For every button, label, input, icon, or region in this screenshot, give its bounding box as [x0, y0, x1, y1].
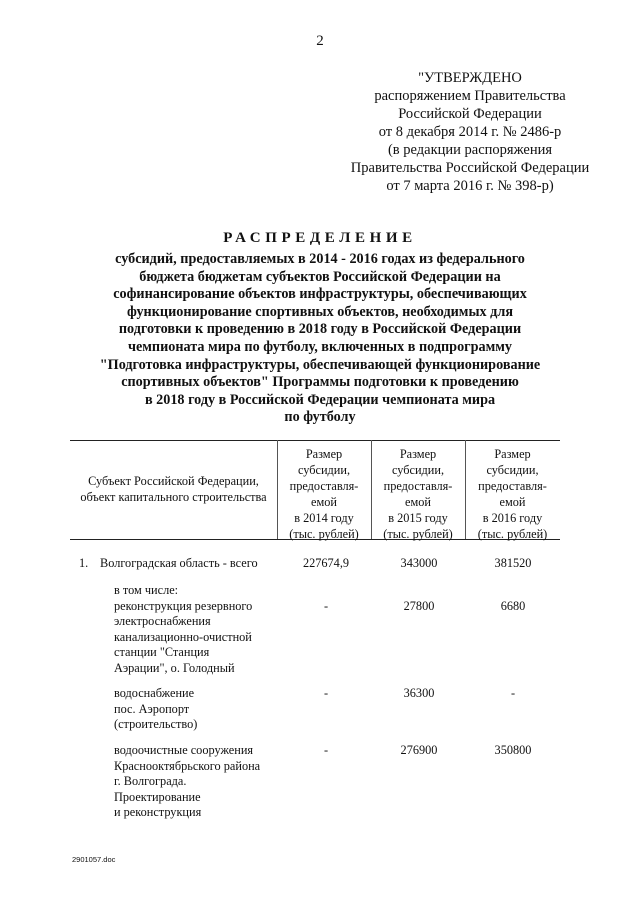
row-subject: в том числе: реконструкция резервного электроснабжения канализационно-очистной станции "Станция Аэрации", о. Голодный	[114, 583, 253, 675]
header-2016: Размер субсидии, предоставля- емой в 2016 году (тыс. рублей)	[477, 447, 548, 541]
approval-line: (в редакции распоряжения	[387, 142, 553, 158]
cell-2014: -	[323, 743, 329, 757]
header-subject: Субъект Российской Федерации, объект капитального строительства	[80, 474, 267, 504]
table-top-rule	[70, 440, 560, 441]
approval-block	[320, 69, 620, 195]
row-subject: Волгоградская область - всего	[100, 556, 258, 570]
approval-line: Российской Федерации	[398, 106, 542, 122]
approval-line: от 7 марта 2016 г. № 398-р)	[386, 178, 554, 194]
subtitle-line: "Подготовка инфраструктуры, обеспечивающей функционирование	[99, 356, 541, 373]
subtitle-line: спортивных объектов" Программы подготовки к проведению	[121, 374, 519, 391]
page-number: 2	[316, 33, 324, 49]
cell-2016: 381520	[494, 556, 532, 570]
subtitle-line: субсидий, предоставляемых в 2014 - 2016 годах из федерального	[115, 251, 525, 267]
row-subject: водоочистные сооружения Краснооктябрьского района г. Волгограда. Проектирование и реконструкция	[114, 743, 261, 819]
cell-2015: 343000	[400, 556, 438, 570]
document-title: РАСПРЕДЕЛЕНИЕ	[223, 230, 417, 246]
cell-2015: 36300	[403, 686, 435, 700]
subtitle-line: функционирование спортивных объектов, необходимых для	[127, 303, 513, 320]
approval-line: "УТВЕРЖДЕНО	[418, 70, 522, 86]
cell-2015: 276900	[400, 743, 438, 757]
cell-2014: -	[323, 599, 329, 613]
header-2014: Размер субсидии, предоставля- емой в 2014 году (тыс. рублей)	[289, 447, 359, 541]
approval-line: распоряжением Правительства	[374, 88, 566, 104]
subtitle-line: бюджета бюджетам субъектов Российской Федерации на	[139, 268, 501, 285]
cell-2015: 27800	[403, 599, 435, 613]
subtitle-line: подготовки к проведению в 2018 году в Российской Федерации	[118, 321, 522, 338]
row-subject: водоснабжение пос. Аэропорт (строительство)	[114, 686, 198, 731]
cell-2016: -	[510, 686, 516, 700]
document-subtitle	[70, 251, 570, 427]
subtitle-line: софинансирование объектов инфраструктуры, обеспечивающих	[113, 286, 527, 303]
cell-2016: 6680	[500, 599, 526, 613]
header-2015: Размер субсидии, предоставля- емой в 2015 году (тыс. рублей)	[383, 447, 453, 541]
subtitle-line: по футболу	[284, 409, 356, 426]
subtitle-line: чемпионата мира по футболу, включенных в подпрограмму	[127, 338, 513, 355]
approval-line: Правительства Российской Федерации	[350, 160, 590, 176]
subtitle-line: в 2018 году в Российской Федерации чемпионата мира	[144, 391, 496, 408]
cell-2014: -	[323, 686, 329, 700]
cell-2014: 227674,9	[302, 556, 350, 570]
cell-2016: 350800	[494, 743, 532, 757]
row-index: 1.	[79, 556, 89, 570]
footer-file-code: 2901057.doc	[72, 855, 116, 864]
approval-line: от 8 декабря 2014 г. № 2486-р	[378, 124, 562, 140]
